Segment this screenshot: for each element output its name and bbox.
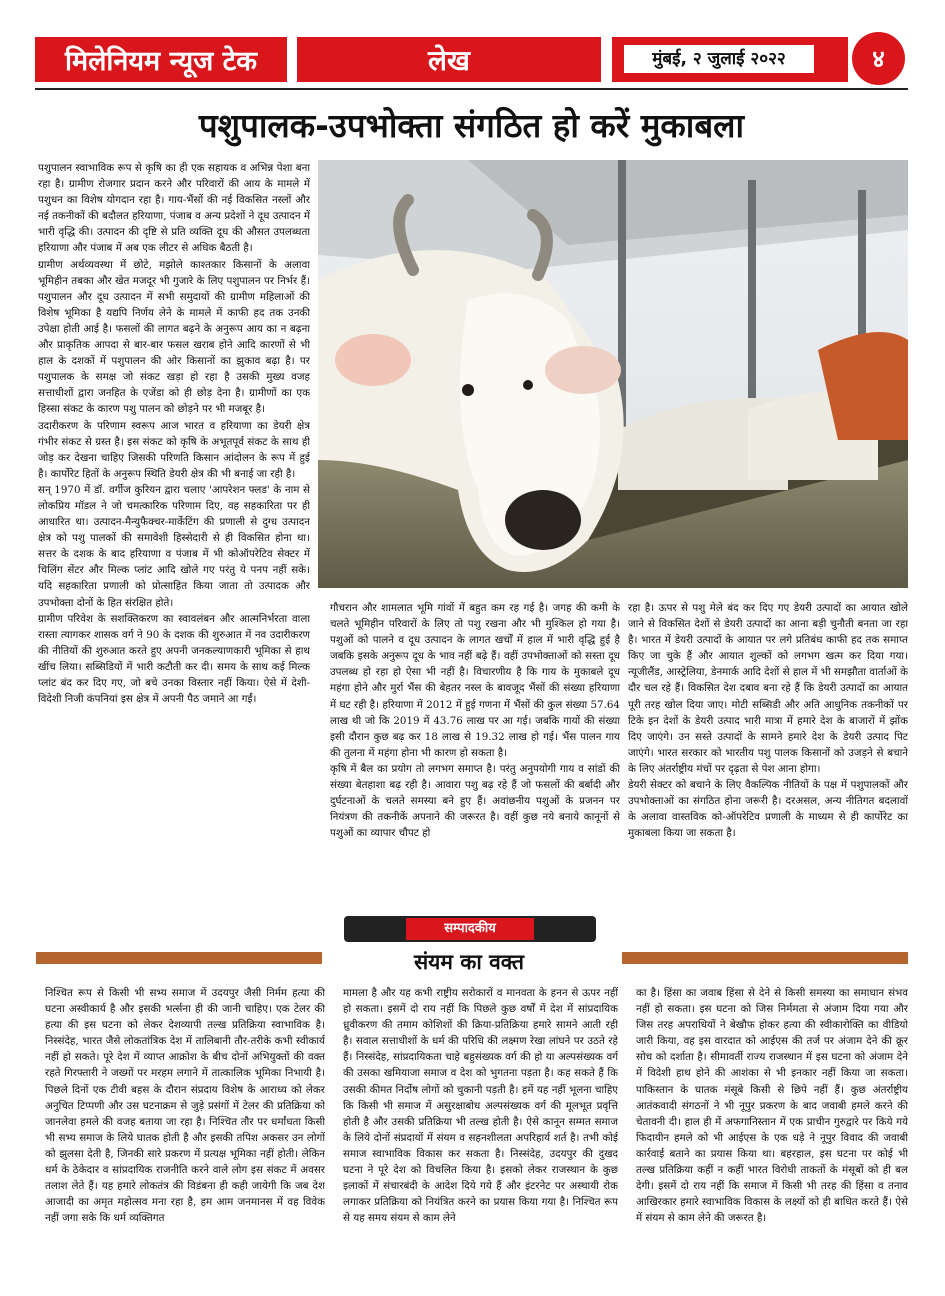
section-label: लेख <box>297 37 601 82</box>
article-paragraph: उदारीकरण के परिणाम स्वरूप आज भारत व हरियाणा का डेयरी क्षेत्र गंभीर संकट से ग्रस्त है। इस संकट को कृषि के अभूतपूर्व संकट के साथ ही जोड़ कर देखना चाहिए जिसकी परिणति किसान आंदोलन के रूप में हुई है। कार्पोरेट हितों के अनुरूप स्थिति डेयरी क्षेत्र की भी बनाई जा रही है। <box>38 419 310 480</box>
article-photo <box>318 160 908 588</box>
editorial-title: संयम का वक्त <box>413 950 525 974</box>
page-number: ४ <box>872 45 885 73</box>
masthead: मिलेनियम न्यूज टेक <box>35 37 287 82</box>
article-paragraph: रहा है। ऊपर से पशु मेले बंद कर दिए गए डेयरी उत्पादों का आयात खोले जाने से विकसित देशों से डेयरी उत्पादों का आना बड़ी चुनौती बनता जा रहा है। भारत में डेयरी उत्पादों के आयात पर लगे प्रतिबंध काफी हद तक समाप्त किए जा चुके हैं और आयात शुल्कों को लगभग खत्म कर दिया गया। न्यूजीलैंड, आस्ट्रेलिया, डेनमार्क आदि देशों से हाल में भी समझौता वार्ताओं के दौर चल रहे हैं। विकसित देश दबाव बना रहे हैं कि डेयरी उत्पादों का आयात पूरी तरह खोल दिया जाए। मोटी सब्सिडी और अति आधुनिक तकनीकों पर टिके इन देशों के डेयरी उत्पाद भारी मात्रा में हमारे देश के बाजारों में झोंक दिए जाएंगे। उन सस्ते उत्पादों के सामने हमारे देश के डेयरी उत्पाद पिट जाएंगे। भारत सरकार को भारतीय पशु पालक किसानों को उजड़ने से बचाने के लिए अंतर्राष्ट्रीय मंचों पर दृढ़ता से पेश आना होगा। <box>628 602 908 775</box>
article-headline: पशुपालक-उपभोक्ता संगठित हो करें मुकाबला <box>198 106 745 145</box>
article-paragraph: ग्रामीण अर्थव्यवस्था में छोटे, मझोले काश्तकार किसानों के अलावा भूमिहीन तबका और खेत मजदूर भी गुजारे के लिए पशुपालन पर निर्भर हैं। पशुपालन और दूध उत्पादन में सभी समुदायों की ग्रामीण महिलाओं की विशेष भूमिका है यद्यपि निर्णय लेने के मामले में काफी हद तक उनकी उपेक्षा होती आई है। फसलों की लागत बढ़ने के अनुरूप आय का न बढ़ना और प्राकृतिक आपदा से बार-बार फसल खराब होने आदि कारणों से भी हाल के दशकों में पशुपालन की ओर किसानों का झुकाव बढ़ा है। पर पशुपालक के समक्ष जो संकट खड़ा हो रहा है उसकी मुख्य वजह सत्ताधीशों द्वारा जनहित के एजेंडा को ही छोड़ देना है। ग्रामीणों का एक हिस्सा संकट के कारण पशु पालन को छोड़ने पर भी मजबूर है। <box>38 258 310 416</box>
article-column-2 <box>330 600 620 875</box>
article-paragraph: गौचरान और शामलात भूमि गांवों में बहुत कम रह गई है। जगह की कमी के चलते भूमिहीन परिवारों के लिए तो पशु रखना और भी मुश्किल हो गया है। पशुओं को पालने व दूध उत्पादन के लागत खर्चों में हाल में भारी वृद्धि हुई है जबकि इसके अनुरूप दूध के भाव नहीं बढ़े हैं। वहीं उपभोक्ताओं को सस्ता दूध उपलब्ध हो रहा हो ऐसा भी नहीं है। विचारणीय है कि गाय के मुकाबले दूध महंगा होने और मुर्रा भैंस की बेहतर नस्ल के बावजूद भैंसों की संख्या हरियाणा में घट रही है। हरियाणा में 2012 में हुई गणना में भैंसों की कुल संख्या 57.64 लाख थी जो कि 2019 में 43.76 लाख पर आ गई। जबकि गायों की संख्या इसी दौरान कुछ बढ़ कर 18 लाख से 19.32 लाख हो गई। भैंस पालन गाय की तुलना में महंगा होना भी कारण हो सकता है। <box>330 602 620 759</box>
article-paragraph: डेयरी सेक्टर को बचाने के लिए वैकल्पिक नीतियों के पक्ष में पशुपालकों और उपभोक्ताओं का संगठित होना जरूरी है। दरअसल, अन्य नीतिगत बदलावों के अलावा वास्तविक को-ऑपरेटिव प्रणाली के माध्यम से ही कार्पोरेट का मुकाबला किया जा सकता है। <box>628 779 908 840</box>
editorial-column-3: का है। हिंसा का जवाब हिंसा से देने से किसी समस्या का समाधान संभव नहीं हो सकता। इस घटना को जिस निर्ममता से अंजाम दिया गया और जिस तरह अपराधियों ने बेखौफ होकर हत्या की स्वीकारोक्ति का वीडियो जारी किया, वह इस वारदात को आईएस की तर्ज पर अंजाम देने की क्रूर सोच को दर्शाता है। सीमावर्ती राज्य राजस्थान में इस घटना को अंजाम देने में विदेशी हाथ होने की आशंका से भी इनकार नहीं किया जा सकता। पाकिस्तान के घातक मंसूबे किसी से छिपे नहीं हैं। कुछ अंतर्राष्ट्रीय आतंकवादी संगठनों ने भी नूपुर प्रकरण के बाद जवाबी हमले करने की चेतावनी दी। हाल ही में अफगानिस्तान में एक प्राचीन गुरुद्वारे पर किये गये फिदायीन हमले को भी आईएस के एक धड़े ने नूपुर विवाद की जवाबी कार्रवाई बताने का प्रयास किया था। बहरहाल, इस घटना पर कोई भी तल्ख प्रतिक्रिया कहीं न कहीं भारत विरोधी ताकतों के मंसूबों को ही बल देगी। इसमें दो राय नहीं कि समाज में किसी भी तरह की हिंसा व तनाव आखिरकार हमारे स्वाभाविक विकास के लक्ष्यों को ही बाधित करते हैं। ऐसे में संयम से काम लेने की जरूरत है। <box>636 987 908 1225</box>
article-paragraph: सन् 1970 में डॉ. वर्गीज कुरियन द्वारा चलाए 'आपरेशन फ्लड' के नाम से लोकप्रिय मॉडल ने जो चमत्कारिक परिणाम दिए, वह सहकारिता पर ही आधारित था। उत्पादन-मैन्युफैक्चर-मार्केटिंग की प्रणाली से दुग्ध उत्पादन क्षेत्र को पशु पालकों की समावेशी हिस्सेदारी से ही विकसित होना था। सत्तर के दशक के बाद हरियाणा व पंजाब में भी कोऑपरेटिव सेक्टर में चिलिंग सेंटर और मिल्क प्लांट आदि खोले गए परंतु ये पनप नहीं सके। यदि सहकारिता प्रणाली को प्रोत्साहित किया जाता तो उत्पादक और उपभोक्ता दोनों के हित संरक्षित होते। <box>38 483 310 609</box>
editorial-rule-left <box>36 952 322 964</box>
editorial-column-1: निश्चित रूप से किसी भी सभ्य समाज में उदयपुर जैसी निर्मम हत्या की घटना अस्वीकार्य है और इसकी भर्त्सना ही की जानी चाहिए। एक टेलर की हत्या की इस घटना को लेकर देशव्यापी तल्ख प्रतिक्रिया स्वाभाविक है। निस्संदेह, भारत जैसे लोकतांत्रिक देश में तालिबानी तौर-तरीके कभी स्वीकार्य नहीं हो सकते। पूरे देश में व्याप्त आक्रोश के बीच दोनों अभियुक्तों की वक्त रहते गिरफ्तारी ने जख्मों पर मरहम लगाने में तात्कालिक भूमिका निभायी है। पिछले दिनों एक टीवी बहस के दौरान संप्रदाय विशेष के आराध्य को लेकर अनुचित टिप्पणी और उस घटनाक्रम से जुड़े प्रसंगों में टेलर की प्रतिक्रिया को जानलेवा हमले की वजह बताया जा रहा है। निश्चित तौर पर धर्मांधता किसी भी सभ्य समाज के लिये घातक होती है और इसकी तपिश अकसर उन लोगों को झुलसा देती है, जिनकी सारे प्रकरण में प्रत्यक्ष भूमिका नहीं होती। लेकिन धर्म के ठेकेदार व सांप्रदायिक राजनीति करने वाले लोग इस संकट में अवसर तलाश लेते हैं। यह हमारे लोकतंत्र की विडंबना ही कही जायेगी कि जब देश आजादी का अमृत महोत्सव मना रहा है, हम आम जनमानस में वह विवेक नहीं जगा सके कि धर्म व्यक्तिगत <box>45 987 325 1225</box>
editorial-label-bar <box>344 916 596 942</box>
cows-photo-illustration <box>318 160 908 588</box>
date-label: मुंबई, २ जुलाई २०२२ <box>624 45 814 73</box>
article-column-3 <box>628 600 908 875</box>
article-paragraph: पशुपालन स्वाभाविक रूप से कृषि का ही एक सहायक व अभिन्न पेशा बना रहा है। ग्रामीण रोजगार प्रदान करने और परिवारों की आय के मामले में पशुधन का विशेष योगदान रहा है। गाय-भैंसों की नई विकसित नस्लों और नई तकनीकों की बदौलत हरियाणा, पंजाब व अन्य प्रदेशों ने दूध उत्पादन में भारी वृद्धि की। उत्पादन की दृष्टि से प्रति व्यक्ति दूध की औसत उपलब्धता हरियाणा और पंजाब में अब एक लीटर से अधिक बैठती है। <box>38 162 310 255</box>
page-number-badge <box>852 32 905 85</box>
editorial-label: सम्पादकीय <box>406 918 534 940</box>
date-box <box>612 37 848 82</box>
article-paragraph: ग्रामीण परिवेश के सशक्तिकरण का स्वावलंबन और आत्मनिर्भरता वाला रास्ता त्यागकर शासक वर्ग ने 90 के दशक की शुरुआत में नव उदारीकरण की नीतियों की शुरुआत करते हुए अपनी जनकल्याणकारी भूमिका से हाथ खींच लिया। सब्सिडियों में भारी कटौती कर दी। समय के साथ कई मिल्क प्लांट बंद कर दिए गए, जो बचे उनका विस्तार नहीं किया। ऐसे में देशी-विदेशी निजी कंपनियां इस क्षेत्र में अपनी पैठ जमाने आ गईं। <box>38 612 310 706</box>
article-paragraph: कृषि में बैल का प्रयोग तो लगभग समाप्त है। परंतु अनुपयोगी गाय व सांडों की संख्या बेतहाशा बढ़ रही है। आवारा पशु बढ़ रहे हैं जो फसलों की बर्बादी और दुर्घटनाओं के चलते समस्या बने हुए हैं। अवांछनीय पशुओं के प्रजनन पर नियंत्रण की तकनीकें अपनाने की जरूरत है। वहीं कुछ नये बनाये कानूनों से पशुओं का व्यापार चौपट हो <box>330 762 620 840</box>
editorial-column-2: मामला है और यह कभी राष्ट्रीय सरोकारों व मानवता के हनन से ऊपर नहीं हो सकता। इसमें दो राय नहीं कि पिछले कुछ वर्षों में देश में सांप्रदायिक ध्रुवीकरण की तमाम कोशिशों की क्रिया-प्रतिक्रिया हमारे सामने आती रही है। सवाल सत्ताधीशों के धर्म की परिधि की लक्ष्मण रेखा लांघने पर उठते रहे हैं। निस्संदेह, सांप्रदायिकता चाहे बहुसंख्यक वर्ग की हो या अल्पसंख्यक वर्ग की उसका खमियाजा समाज व देश को भुगतना पड़ता है। कह सकते हैं कि उसकी कीमत निर्दोष लोगों को चुकानी पड़ती है। हमें यह नहीं भूलना चाहिए कि किसी भी समाज में असुरक्षाबोध अल्पसंख्यक वर्ग की मूलभूत प्रवृत्ति होती है और उसकी प्रतिक्रिया भी तल्ख होती है। ऐसे कानून सम्मत समाज के लिये दोनों संप्रदायों में संयम व सहनशीलता अपरिहार्य शर्त है। तभी कोई समाज स्वाभाविक विकास कर सकता है। निस्संदेह, उदयपुर की दुखद घटना ने पूरे देश को विचलित किया है। इसको लेकर राजस्थान के कुछ इलाकों में संचारबंदी के आदेश दिये गये हैं और इंटरनेट पर अस्थायी रोक लगाकर प्रतिक्रिया को नियंत्रित करने का प्रयास किया गया है। निश्चित रूप से यह समय संयम से काम लेने <box>343 987 618 1225</box>
editorial-rule-right <box>622 952 908 964</box>
header-rule <box>35 88 908 90</box>
article-column-1 <box>38 160 310 880</box>
